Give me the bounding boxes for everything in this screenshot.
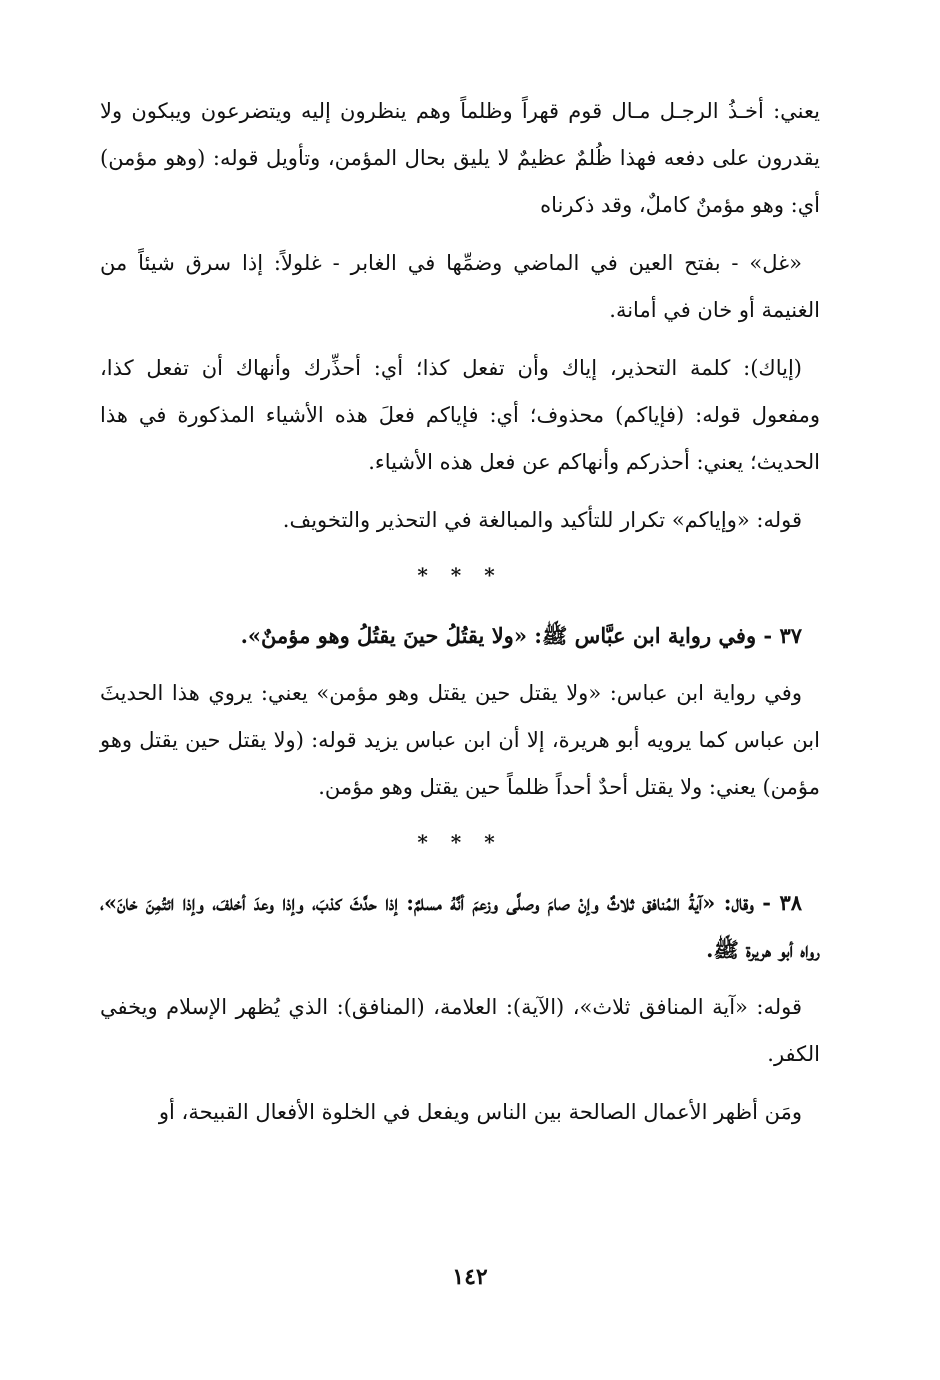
- hadith-37: ٣٧ - وفي رواية ابن عبَّاس ﷺ: «ولا يقتُلُ حينَ يقتُلُ وهو مؤمنٌ».: [240, 623, 802, 648]
- commentary-38-part-1: قوله: «آية المنافق ثلاث»، (الآية): العلامة، (المنافق): الذي يُظهر الإسلام ويخفي الكفر.: [100, 995, 820, 1066]
- page-number: ١٤٢: [452, 1264, 488, 1290]
- paragraph-iyyaka: (إياك): كلمة التحذير، إياك وأن تفعل كذا؛ أي: أحذِّرك وأنهاك أن تفعل كذا، ومفعول قوله: (فإياكم) محذوف؛ أي: فإياكم فعلَ هذه الأشياء المذكورة في هذا الحديث؛ يعني: أحذركم وأنهاكم عن فعل هذه الأشياء.: [100, 356, 820, 474]
- commentary-38-part-2: ومَن أظهر الأعمال الصالحة بين الناس ويفعل في الخلوة الأفعال القبيحة، أو: [158, 1100, 802, 1124]
- section-separator: * * *: [417, 563, 503, 587]
- page-body: [100, 88, 820, 1147]
- paragraph-ghull: «غل» - بفتح العين في الماضي وضمِّها في الغابر - غلولاً: إذا سرق شيئاً من الغنيمة أو خان في أمانة.: [100, 251, 820, 322]
- paragraph-1: يعني: أخـذُ الرجـل مـال قوم قهراً وظلماً وهم ينظرون إليه ويتضرعون ويبكون ولا يقدرون على دفعه فهذا ظُلمٌ عظيمٌ لا يليق بحال المؤمن، وتأويل قوله: (وهو مؤمن) أي: وهو مؤمنٌ كاملٌ، وقد ذكرناه: [100, 99, 820, 217]
- paragraph-wa-iyyakum: قوله: «وإياكم» تكرار للتأكيد والمبالغة في التحذير والتخويف.: [282, 508, 802, 532]
- commentary-37: وفي رواية ابن عباس: «ولا يقتل حين يقتل وهو مؤمن» يعني: يروي هذا الحديثَ ابن عباس كما يرويه أبو هريرة، إلا أن ابن عباس يزيد قوله: (ولا يقتل حين يقتل وهو مؤمن) يعني: ولا يقتل أحدٌ أحداً ظلماً حين يقتل وهو مؤمن.: [100, 681, 820, 799]
- section-separator: * * *: [417, 830, 503, 854]
- hadith-38: ٣٨ - وقال: «آيةُ المُنافق ثلاثٌ وإنْ صامَ وصلَّى وزعمَ أنَّهُ مسلمٌ: إذا حدَّثَ كذبَ، وإذا وعدَ أخلفَ، وإذا ائتُمِنَ خانَ»، رواه أبو هريرة ﷺ.: [100, 890, 820, 962]
